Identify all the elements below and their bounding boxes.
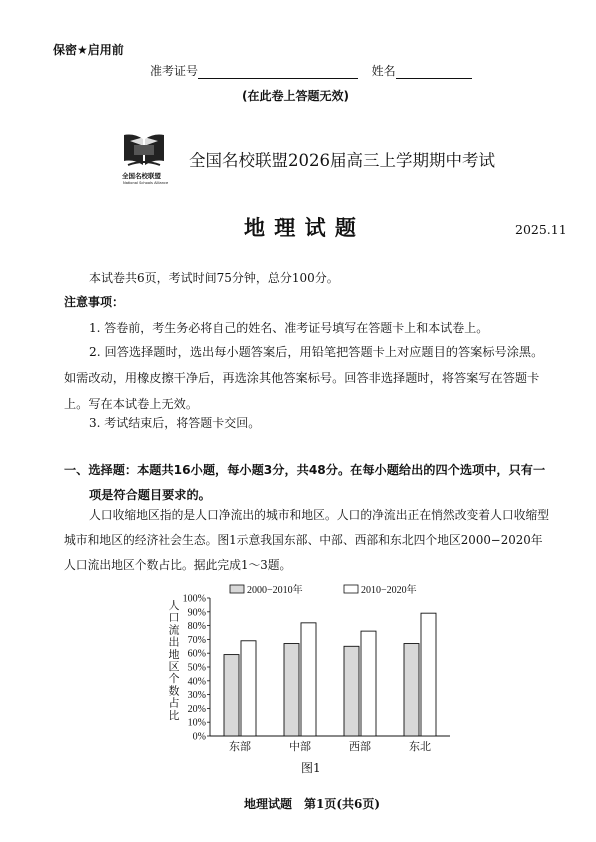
bar-3-1 <box>344 646 359 736</box>
figure1-bar-chart <box>160 583 460 783</box>
y-tick-label: 100% <box>182 593 206 605</box>
ticket-number-label: 准考证号 <box>150 64 199 78</box>
exam-title: 全国名校联盟2026届高三上学期期中考试 <box>189 151 495 170</box>
legend-label-2: 2010−2020年 <box>361 585 417 596</box>
chart-legend <box>230 583 417 596</box>
exam-date: 2025.11 <box>515 222 567 237</box>
section1-heading-line2: 项是符合题目要求的。 <box>89 488 211 502</box>
y-tick-label: 40% <box>187 676 206 688</box>
name-blank[interactable] <box>396 65 472 79</box>
x-category-label: 东部 <box>229 740 251 753</box>
chart-ylabel <box>169 599 180 722</box>
chart-bars <box>224 613 436 736</box>
alliance-logo-icon <box>122 131 166 169</box>
bar-1-1 <box>224 655 239 736</box>
name-label: 姓名 <box>371 64 396 78</box>
legend-label-1: 2000−2010年 <box>247 585 303 596</box>
bar-2-2 <box>301 623 316 736</box>
ylabel-char: 口 <box>168 611 180 625</box>
exam-intro: 本试卷共6页，考试时间75分钟，总分100分。 <box>89 271 339 285</box>
logo-name-cn: 全国名校联盟 <box>122 172 161 180</box>
x-category-label: 东北 <box>409 740 431 753</box>
note-item-2: 2. 回答选择题时，选出每小题答案后，用铅笔把答题卡上对应题目的答案标号涂黑。如需改动，用橡皮擦干净后，再选涂其他答案标号。回答非选择题时，将答案写在答题卡上。写在本试卷上无效。 <box>64 345 544 411</box>
x-category-label: 中部 <box>289 740 311 753</box>
y-tick-label: 70% <box>187 634 206 646</box>
y-tick-label: 80% <box>187 621 206 633</box>
subject-title: 地 理 试 题 <box>244 215 357 240</box>
notes-heading: 注意事项： <box>64 295 125 309</box>
ylabel-char: 占 <box>168 696 180 710</box>
ylabel-char: 数 <box>168 684 180 698</box>
y-tick-label: 30% <box>187 690 206 702</box>
bar-2-1 <box>284 644 299 736</box>
legend-swatch-2 <box>344 585 358 593</box>
ylabel-char: 人 <box>168 599 180 612</box>
ticket-number-row <box>150 62 472 79</box>
y-tick-label: 60% <box>187 648 206 660</box>
bar-3-2 <box>361 631 376 736</box>
page-footer: 地理试题 第1页(共6页) <box>244 797 381 811</box>
y-tick-label: 0% <box>192 731 206 743</box>
ylabel-char: 出 <box>168 635 180 649</box>
y-tick-label: 20% <box>187 703 206 715</box>
y-tick-label: 50% <box>187 662 206 674</box>
ticket-number-blank[interactable] <box>198 65 358 79</box>
ylabel-char: 个 <box>168 672 180 686</box>
y-tick-label: 90% <box>187 607 206 619</box>
figure-caption: 图1 <box>301 761 321 775</box>
ylabel-char: 比 <box>168 708 180 722</box>
ylabel-char: 流 <box>168 623 180 637</box>
note-item-3: 3. 考试结束后，将答题卡交回。 <box>89 416 261 430</box>
bar-1-2 <box>241 641 256 736</box>
y-tick-label: 10% <box>187 717 206 729</box>
invalid-answer-note: (在此卷上答题无效) <box>242 89 349 103</box>
section1-heading-line1: 一、选择题：本题共16小题，每小题3分，共48分。在每小题给出的四个选项中，只有一 <box>64 463 546 477</box>
chart-xlabels <box>229 739 431 753</box>
logo-name-en: National Schools Alliance <box>123 181 169 185</box>
note-item-1: 1. 答卷前，考生务必将自己的姓名、准考证号填写在答题卡上和本试卷上。 <box>89 321 489 335</box>
confidential-label: 保密★启用前 <box>53 43 124 57</box>
section1-passage: 人口收缩地区指的是人口净流出的城市和地区。人口的净流出正在悄然改变着人口收缩型城市和地区的经济社会生态。图1示意我国东部、中部、西部和东北四个地区2000−2020年人口流出地区个数占比。据此完成1～3题。 <box>64 508 550 572</box>
ylabel-char: 区 <box>168 660 180 673</box>
ylabel-char: 地 <box>168 647 180 661</box>
x-category-label: 西部 <box>349 740 371 753</box>
bar-4-2 <box>421 613 436 736</box>
legend-swatch-1 <box>230 585 244 593</box>
bar-4-1 <box>404 644 419 736</box>
